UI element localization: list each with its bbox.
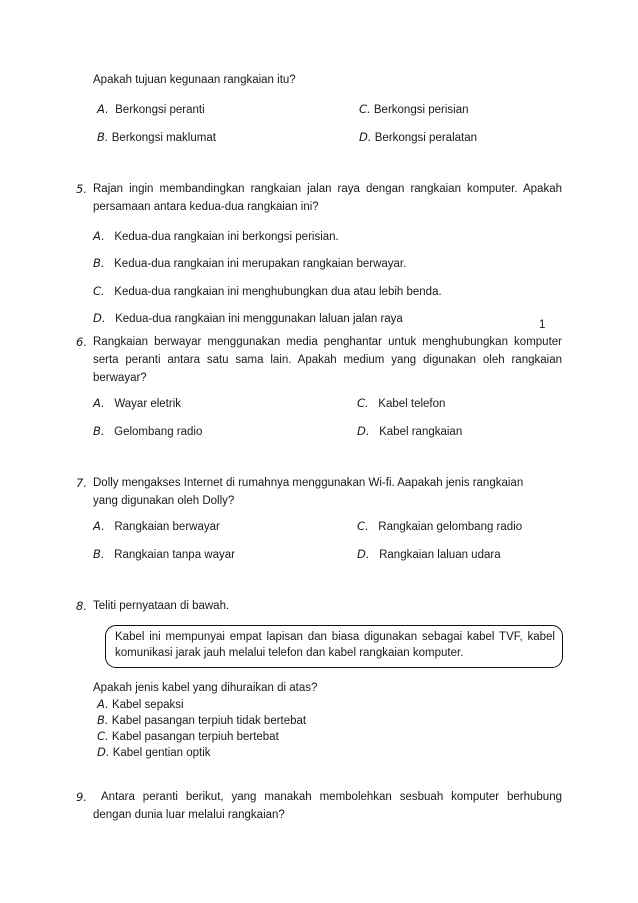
option-letter: A. — [97, 102, 109, 116]
option-letter: A. — [93, 519, 105, 533]
q8-number: 8. — [76, 599, 87, 613]
q4-option-b[interactable] — [97, 130, 216, 145]
option-letter: D. — [97, 745, 110, 759]
q5-option-b[interactable] — [93, 256, 406, 271]
q8-stem: Teliti pernyataan di bawah. — [93, 600, 230, 612]
option-text: Kedua-dua rangkaian ini merupakan rangkaian berwayar. — [114, 258, 407, 270]
q4-stem: Apakah tujuan kegunaan rangkaian itu? — [93, 74, 296, 86]
option-text: Kabel rangkaian — [379, 426, 463, 438]
q6-option-b[interactable] — [93, 424, 202, 439]
q5-stem: Rajan ingin membandingkan rangkaian jalan raya dengan rangkaian komputer. Apakah persamaan antara kedua-dua rangkaian ini? — [93, 183, 562, 213]
option-text: Gelombang radio — [114, 426, 203, 438]
q7-option-c[interactable] — [357, 519, 522, 534]
page-number: 1 — [539, 319, 546, 331]
q7-number: 7. — [76, 476, 87, 490]
q7-option-a[interactable] — [93, 519, 220, 534]
option-text: Rangkaian laluan udara — [379, 549, 501, 561]
q5-option-c[interactable] — [93, 284, 442, 299]
option-letter: C. — [93, 284, 105, 298]
q6-stem: Rangkaian berwayar menggunakan media penghantar untuk menghubungkan komputer serta peranti antara satu sama lain. Apakah medium yang digunakan oleh rangkaian berwayar? — [93, 336, 562, 384]
option-letter: D. — [357, 424, 370, 438]
q8-option-a[interactable] — [97, 697, 184, 712]
q4-option-d[interactable] — [359, 130, 477, 145]
q7-option-d[interactable] — [357, 547, 501, 562]
option-text: Wayar eletrik — [114, 398, 182, 410]
q4-option-c[interactable] — [359, 102, 469, 117]
option-text: Kedua-dua rangkaian ini menghubungkan dua atau lebih benda. — [114, 286, 442, 298]
option-text: Berkongsi peralatan — [374, 132, 478, 144]
option-text: Kedua-dua rangkaian ini berkongsi perisian. — [114, 231, 339, 243]
option-letter: B. — [97, 130, 109, 144]
q6-option-c[interactable] — [357, 396, 445, 411]
option-letter: A. — [93, 396, 105, 410]
q8-option-d[interactable] — [97, 745, 211, 760]
option-text: Rangkaian gelombang radio — [378, 521, 523, 533]
option-letter: C. — [357, 519, 369, 533]
option-letter: B. — [93, 547, 105, 561]
q5-option-d[interactable] — [93, 311, 403, 326]
option-letter: D. — [357, 547, 370, 561]
q5-option-a[interactable] — [93, 229, 339, 244]
q4-option-a[interactable] — [97, 102, 205, 117]
option-text: Berkongsi perisian — [373, 104, 469, 116]
statement-text: Kabel ini mempunyai empat lapisan dan biasa digunakan sebagai kabel TVF, kabel komunikasi jarak jauh melalui telefon dan kabel rangkaian komputer. — [115, 631, 555, 659]
option-letter: C. — [357, 396, 369, 410]
q7-stem-line2: yang digunakan oleh Dolly? — [93, 495, 235, 507]
option-text: Kedua-dua rangkaian ini menggunakan laluan jalan raya — [115, 313, 403, 325]
option-text: Kabel telefon — [378, 398, 446, 410]
q8-option-b[interactable] — [97, 713, 306, 728]
option-text: Kabel pasangan terpiuh tidak bertebat — [111, 715, 307, 727]
statement-box — [105, 625, 563, 668]
option-letter: D. — [93, 311, 106, 325]
q8-question: Apakah jenis kabel yang dihuraikan di atas? — [93, 682, 318, 694]
option-text: Berkongsi peranti — [115, 104, 205, 116]
q7-stem-line1: Dolly mengakses Internet di rumahnya menggunakan Wi-fi. Aapakah jenis rangkaian — [93, 477, 524, 489]
q7-option-b[interactable] — [93, 547, 235, 562]
option-text: Kabel sepaksi — [111, 699, 184, 711]
option-text: Berkongsi maklumat — [111, 132, 216, 144]
option-text: Rangkaian berwayar — [114, 521, 220, 533]
q6-option-d[interactable] — [357, 424, 462, 439]
q5-number: 5. — [76, 182, 87, 196]
option-letter: A. — [97, 697, 109, 711]
q9-number: 9. — [76, 790, 87, 804]
option-text: Kabel pasangan terpiuh bertebat — [111, 731, 279, 743]
option-text: Kabel gentian optik — [112, 747, 211, 759]
q6-number: 6. — [76, 335, 87, 349]
option-letter: B. — [93, 424, 105, 438]
q6-option-a[interactable] — [93, 396, 181, 411]
q9-stem: Antara peranti berikut, yang manakah membolehkan sesbuah komputer berhubung dengan dunia luar melalui rangkaian? — [93, 791, 562, 821]
option-text: Rangkaian tanpa wayar — [114, 549, 235, 561]
q8-option-c[interactable] — [97, 729, 279, 744]
option-letter: C. — [359, 102, 371, 116]
option-letter: B. — [93, 256, 105, 270]
option-letter: D. — [359, 130, 372, 144]
option-letter: C. — [97, 729, 109, 743]
option-letter: A. — [93, 229, 105, 243]
option-letter: B. — [97, 713, 109, 727]
